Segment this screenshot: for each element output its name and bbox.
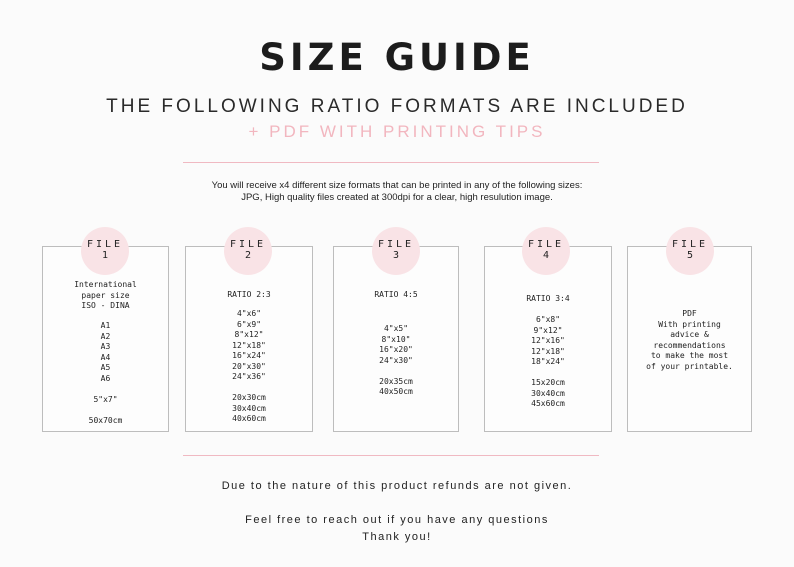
pdf-subtitle: + PDF WITH PRINTING TIPS bbox=[248, 122, 546, 141]
divider-bottom bbox=[183, 455, 599, 456]
file-4-word: FILE bbox=[527, 239, 565, 250]
file-badge-5 bbox=[666, 227, 714, 275]
file-badge-2 bbox=[224, 227, 272, 275]
thank-you: Thank you! bbox=[362, 531, 432, 543]
file-1-word: FILE bbox=[86, 239, 124, 250]
intro-line-1: You will receive x4 different size formats that can be printed in any of the following sizes: bbox=[211, 180, 583, 191]
file-3-number: 3 bbox=[392, 250, 400, 261]
contact-note: Feel free to reach out if you have any questions bbox=[245, 514, 549, 526]
file-2-word: FILE bbox=[229, 239, 267, 250]
subtitle: THE FOLLOWING RATIO FORMATS ARE INCLUDED bbox=[106, 96, 688, 117]
page-title: SIZE GUIDE bbox=[259, 36, 535, 79]
file-3-sizes: 4"x5" 8"x10" 16"x20" 24"x30" 20x35cm 40x50cm bbox=[379, 324, 413, 396]
file-4-sizes: 6"x8" 9"x12" 12"x16" 12"x18" 18"x24" 15x20cm 30x40cm 45x60cm bbox=[531, 315, 565, 408]
file-4-heading: RATIO 3:4 bbox=[526, 294, 570, 303]
file-1-heading: International paper size ISO - DINA bbox=[74, 280, 137, 310]
file-badge-3 bbox=[372, 227, 420, 275]
file-2-sizes: 4"x6" 6"x9" 8"x12" 12"x18" 16"x24" 20"x30" 24"x36" 20x30cm 30x40cm 40x60cm bbox=[232, 309, 266, 423]
file-3-word: FILE bbox=[377, 239, 415, 250]
divider-top bbox=[183, 162, 599, 163]
file-5-number: 5 bbox=[686, 250, 694, 261]
file-2-heading: RATIO 2:3 bbox=[227, 290, 271, 299]
file-badge-4 bbox=[522, 227, 570, 275]
file-2-number: 2 bbox=[244, 250, 252, 261]
file-5-heading: PDF With printing advice & recommendations to make the most of your printable. bbox=[646, 309, 733, 371]
file-1-sizes: A1 A2 A3 A4 A5 A6 5"x7" 50x70cm bbox=[88, 321, 123, 425]
intro-text bbox=[0, 180, 794, 204]
refund-notice: Due to the nature of this product refunds are not given. bbox=[221, 480, 573, 492]
intro-line-2: JPG, High quality files created at 300dpi for a clear, high resulution image. bbox=[241, 192, 553, 203]
file-4-number: 4 bbox=[542, 250, 550, 261]
file-3-heading: RATIO 4:5 bbox=[374, 290, 418, 299]
file-1-number: 1 bbox=[101, 250, 109, 261]
file-5-word: FILE bbox=[671, 239, 709, 250]
file-badge-1 bbox=[81, 227, 129, 275]
